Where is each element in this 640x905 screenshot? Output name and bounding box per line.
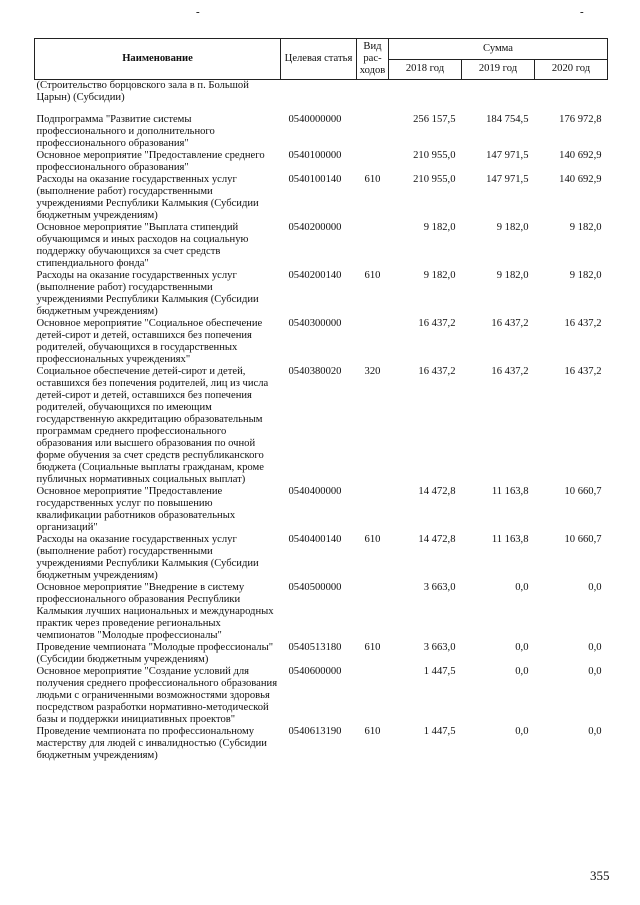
table-row [35,80,608,105]
row-sum-2019: 16 437,2 [491,366,529,377]
row-sum-2019: 184 754,5 [486,114,529,125]
row-name: Основное мероприятие "Создание условий для получения среднего профессионального образования людьми с ограниченными возможностями здоровья посредством разработки нормативно-методической базы и поддержки инициативных проектов" [36,666,278,725]
table-header [35,39,608,80]
top-dash-left: - [196,6,200,18]
row-sum-2019: 0,0 [515,726,529,737]
row-sum-2018: 210 955,0 [413,150,456,161]
row-expense-type: 610 [364,726,381,737]
row-name: Расходы на оказание государственных услуг (выполнение работ) государственными учреждениями Республики Калмыкия (Субсидии бюджетным учреждениям) [36,174,259,221]
row-sum-2020: 9 182,0 [569,270,602,281]
table-row [35,318,608,366]
row-sum-2018: 210 955,0 [413,174,456,185]
row-sum-2020: 10 660,7 [564,534,602,545]
row-sum-2019 [462,80,535,105]
row-sum-2018: 9 182,0 [423,222,456,233]
row-expense-type [357,486,389,534]
table-row [35,582,608,642]
row-sum-2018: 9 182,0 [423,270,456,281]
row-target-article: 0540000000 [288,114,342,125]
row-expense-type [357,318,389,366]
row-sum-2018: 3 663,0 [423,642,456,653]
row-expense-type: 610 [364,642,381,653]
row-name: Расходы на оказание государственных услуг (выполнение работ) государственными учреждениями Республики Калмыкия (Субсидии бюджетным учреждениям) [36,534,259,581]
row-sum-2018: 1 447,5 [423,666,456,677]
row-target-article: 0540400000 [288,486,342,497]
row-target-article: 0540200000 [288,222,342,233]
row-target-article: 0540513180 [288,642,342,653]
row-name: Основное мероприятие "Предоставление государственных услуг по повышению квалификации работников образовательных организаций" [36,486,236,533]
row-sum-2020: 10 660,7 [564,486,602,497]
row-expense-type [357,666,389,726]
row-sum-2020: 176 972,8 [559,114,602,125]
row-sum-2019: 11 163,8 [491,486,529,497]
row-target-article: 0540600000 [288,666,342,677]
header-sum: Сумма [389,39,608,60]
table-row [35,534,608,582]
row-name: Проведение чемпионата "Молодые профессионалы" (Субсидии бюджетным учреждениям) [36,642,274,665]
header-year-2019: 2019 год [462,59,535,80]
row-sum-2018: 16 437,2 [418,366,456,377]
row-name: Проведение чемпионата по профессиональному мастерству для людей с инвалидностью (Субсидии бюджетным учреждениям) [36,726,267,761]
row-sum-2020: 0,0 [588,582,602,593]
row-sum-2018: 16 437,2 [418,318,456,329]
row-sum-2019: 147 971,5 [486,174,529,185]
row-sum-2019: 0,0 [515,642,529,653]
budget-table [34,38,608,762]
row-expense-type [357,104,389,150]
top-dash-right: - [580,6,584,18]
row-target-article: 0540200140 [288,270,342,281]
header-expense-type: Вид рас- ходов [357,39,389,80]
row-sum-2019: 9 182,0 [496,222,529,233]
table-row [35,666,608,726]
row-target-article: 0540380020 [288,366,342,377]
row-sum-2018: 14 472,8 [418,486,456,497]
row-name: Подпрограмма "Развитие системы профессионального и дополнительного профессионального образования" [36,114,215,149]
row-sum-2019: 0,0 [515,582,529,593]
row-target-article [281,80,357,105]
row-sum-2020: 0,0 [588,642,602,653]
row-expense-type [357,222,389,270]
table-row [35,366,608,486]
row-sum-2020: 140 692,9 [559,174,602,185]
row-expense-type [357,150,389,174]
row-expense-type: 610 [364,270,381,281]
row-expense-type: 610 [364,534,381,545]
row-sum-2019: 0,0 [515,666,529,677]
table-row [35,726,608,762]
table-row [35,642,608,666]
row-sum-2020: 140 692,9 [559,150,602,161]
row-sum-2018: 1 447,5 [423,726,456,737]
row-expense-type [357,80,389,105]
header-target-article: Целевая статья [281,39,357,80]
row-sum-2020: 9 182,0 [569,222,602,233]
row-sum-2020: 16 437,2 [564,318,602,329]
row-name: Основное мероприятие "Внедрение в систему профессионального образования Республики Калмыкия лучших национальных и международных практик через проведение региональных чемпионатов "Молодые профессионалы" [36,582,274,641]
row-sum-2018: 3 663,0 [423,582,456,593]
table-row [35,150,608,174]
header-year-2018: 2018 год [389,59,462,80]
row-sum-2018 [389,80,462,105]
table-row [35,486,608,534]
table-body [35,80,608,763]
row-target-article: 0540500000 [288,582,342,593]
row-target-article: 0540400140 [288,534,342,545]
row-name: Расходы на оказание государственных услуг (выполнение работ) государственными учреждениями Республики Калмыкия (Субсидии бюджетным учреждениям) [36,270,259,317]
table-row [35,270,608,318]
row-sum-2020: 0,0 [588,726,602,737]
table-row [35,222,608,270]
row-sum-2020: 0,0 [588,666,602,677]
row-target-article: 0540100140 [288,174,342,185]
table-row [35,104,608,150]
row-sum-2019: 9 182,0 [496,270,529,281]
row-sum-2018: 14 472,8 [418,534,456,545]
row-name: Основное мероприятие "Предоставление среднего профессионального образования" [36,150,265,173]
table-row [35,174,608,222]
row-name: Социальное обеспечение детей-сирот и детей, оставшихся без попечения родителей, лиц из числа детей-сирот и детей, оставшихся без попечения родителей, обучающихся по имеющим государственную аккредитацию образовательным программам среднего профессионального образования или высшего образования по очной форме обучения за счет средств республиканского бюджета (Социальные выплаты гражданам, кроме публичных нормативных социальных выплат) [36,366,269,485]
row-expense-type: 610 [364,174,381,185]
row-sum-2018: 256 157,5 [413,114,456,125]
row-target-article: 0540100000 [288,150,342,161]
header-name: Наименование [35,39,281,80]
header-year-2020: 2020 год [535,59,608,80]
row-target-article: 0540613190 [288,726,342,737]
row-sum-2019: 11 163,8 [491,534,529,545]
row-name: (Строительство борцовского зала в п. Большой Царын) (Субсидии) [36,80,249,103]
row-name: Основное мероприятие "Социальное обеспечение детей-сирот и детей, оставшихся без попечения родителей, обучающихся в государственных профессиональных учреждениях" [36,318,263,365]
row-sum-2019: 16 437,2 [491,318,529,329]
row-sum-2020: 16 437,2 [564,366,602,377]
row-name: Основное мероприятие "Выплата стипендий обучающимся и иных расходов на социальную поддержку обучающихся за счет средств стипендиального фонда" [36,222,249,269]
row-sum-2020 [535,80,608,105]
row-sum-2019: 147 971,5 [486,150,529,161]
row-target-article: 0540300000 [288,318,342,329]
row-expense-type: 320 [364,366,381,377]
page-number: 355 [590,868,610,883]
row-expense-type [357,582,389,642]
